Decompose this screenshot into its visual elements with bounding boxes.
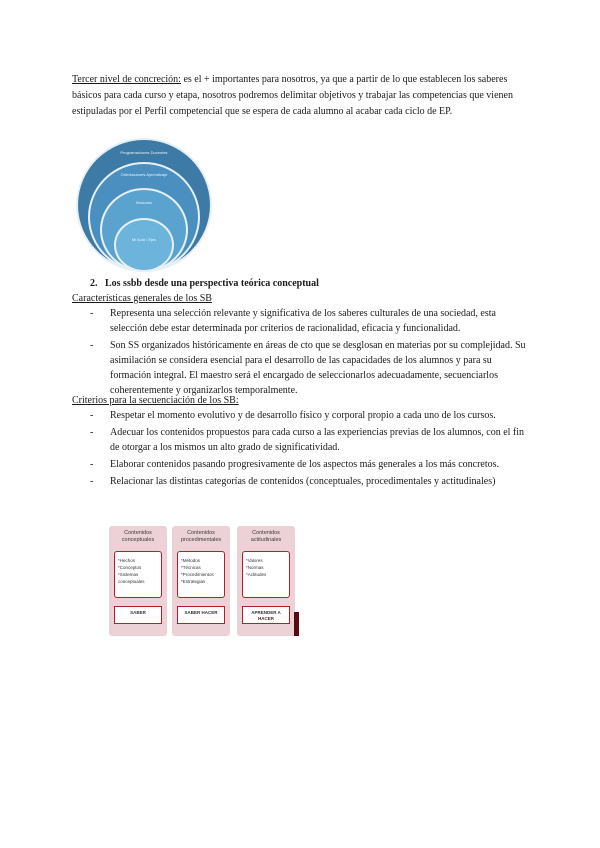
column-procedimentales [172, 526, 230, 636]
caracteristicas-subheading: Características generales de los SB [72, 293, 212, 304]
section-2-heading [90, 276, 319, 292]
contenidos-graphic [109, 526, 299, 636]
edge-shadow-decoration [294, 612, 299, 636]
list-item-text: Adecuar los contenidos propuestos para cada curso a las experiencias previas de los alumnos, con el fin de otorgar a los mismos un alto grado de significatividad. [110, 427, 525, 453]
column-footer: SABER [114, 606, 162, 624]
column-item: *Procedimientos [181, 572, 214, 577]
criterios-list [72, 408, 532, 489]
column-title: Contenidos procedimentales [180, 530, 222, 543]
caracteristicas-list [72, 306, 532, 398]
column-item: *Métodos [181, 558, 201, 563]
ring-inner [114, 218, 174, 272]
column-actitudinales [237, 526, 295, 636]
criterios-subheading: Criterios para la secuenciación de los SB: [72, 395, 239, 406]
list-item-text: Elaborar contenidos pasando progresivamente de los aspectos más generales a los más concretos. [110, 459, 500, 470]
column-items-box [114, 551, 162, 598]
column-item: *Normas [246, 565, 264, 570]
ring-label-4: Mi Aula / Ejes [131, 237, 157, 242]
column-item: *Estrategias [181, 579, 206, 584]
ring-label-2: Orientaciones Aprendizaje [120, 172, 168, 177]
list-item-text: Relacionar las distintas categorías de contenidos (conceptuales, procedimentales y actitudinales) [110, 476, 496, 487]
list-item: - Relacionar las distintas categorías de contenidos (conceptuales, procedimentales y actitudinales) [90, 476, 496, 487]
column-item: *Técnicas [181, 565, 201, 570]
section-2-title: Los ssbb desde una perspectiva teórica conceptual [105, 278, 319, 289]
list-item-text: Representa una selección relevante y significativa de los saberes culturales de una sociedad, esta selección debe estar determinada por criterios de racionalidad, eficacia y funcionalidad. [110, 308, 496, 334]
column-item: *Sistemas conceptuales [118, 572, 145, 584]
intro-paragraph [72, 72, 532, 120]
column-title: Contenidos conceptuales [121, 530, 155, 543]
column-footer: APRENDER A HACER [242, 606, 290, 624]
list-item: - Representa una selección relevante y significativa de los saberes culturales de una sociedad, esta selección debe estar determinada por criterios de racionalidad, eficacia y funcionalidad. [90, 308, 496, 334]
intro-text: es el + importantes para nosotros, ya que a partir de lo que establecen los saberes básicos para cada curso y etapa, nosotros podremos delimitar objetivos y trabajar las competencias que vienen estipuladas por el Perfil competencial que se espera de cada alumno al acabar cada ciclo de EP. [72, 74, 513, 117]
list-item: - Elaborar contenidos pasando progresivamente de los aspectos más generales a los más concretos. [90, 459, 500, 470]
list-item-text: Respetar el momento evolutivo y de desarrollo físico y corporal propio a cada uno de los cursos. [110, 410, 496, 421]
column-item: *Actitudes [246, 572, 267, 577]
list-item-text: Son SS organizados históricamente en áreas de cto que se desglosan en materias por su complejidad. Su asimilación se considera esencial para el desarrollo de las capacidades de los alumnos y para su formación integral. El maestro será el encargado de seleccionarlos adecuadamente, secuenciarlos coherentemente y organizarlos temporalmente. [110, 340, 526, 396]
column-title: Contenidos actitudinales [250, 530, 282, 543]
column-items-box [242, 551, 290, 598]
ring-label-1: Programaciones Docentes [120, 150, 168, 155]
list-item: - Respetar el momento evolutivo y de desarrollo físico y corporal propio a cada uno de los cursos. [90, 410, 496, 421]
column-item: *Conceptos [118, 565, 142, 570]
column-item: *Hechos [118, 558, 136, 563]
list-item: - Son SS organizados históricamente en áreas de cto que se desglosan en materias por su complejidad. Su asimilación se considera esencial para el desarrollo de las capacidades de los alumnos y para su formación integral. El maestro será el encargado de seleccionarlos adecuadamente, secuenciarlos coherentemente y organizarlos temporalmente. [90, 340, 526, 396]
concentric-circles-diagram [76, 138, 212, 272]
column-footer: SABER HACER [177, 606, 225, 624]
column-item: *Valores [246, 558, 263, 563]
ring-label-3: Sesiones [135, 200, 153, 205]
column-conceptuales [109, 526, 167, 636]
section-2-number: 2. [90, 278, 98, 289]
list-item: - Adecuar los contenidos propuestos para cada curso a las experiencias previas de los alumnos, con el fin de otorgar a los mismos un alto grado de significatividad. [90, 427, 525, 453]
column-items-box [177, 551, 225, 598]
intro-underlined: Tercer nivel de concreción: [72, 74, 181, 85]
